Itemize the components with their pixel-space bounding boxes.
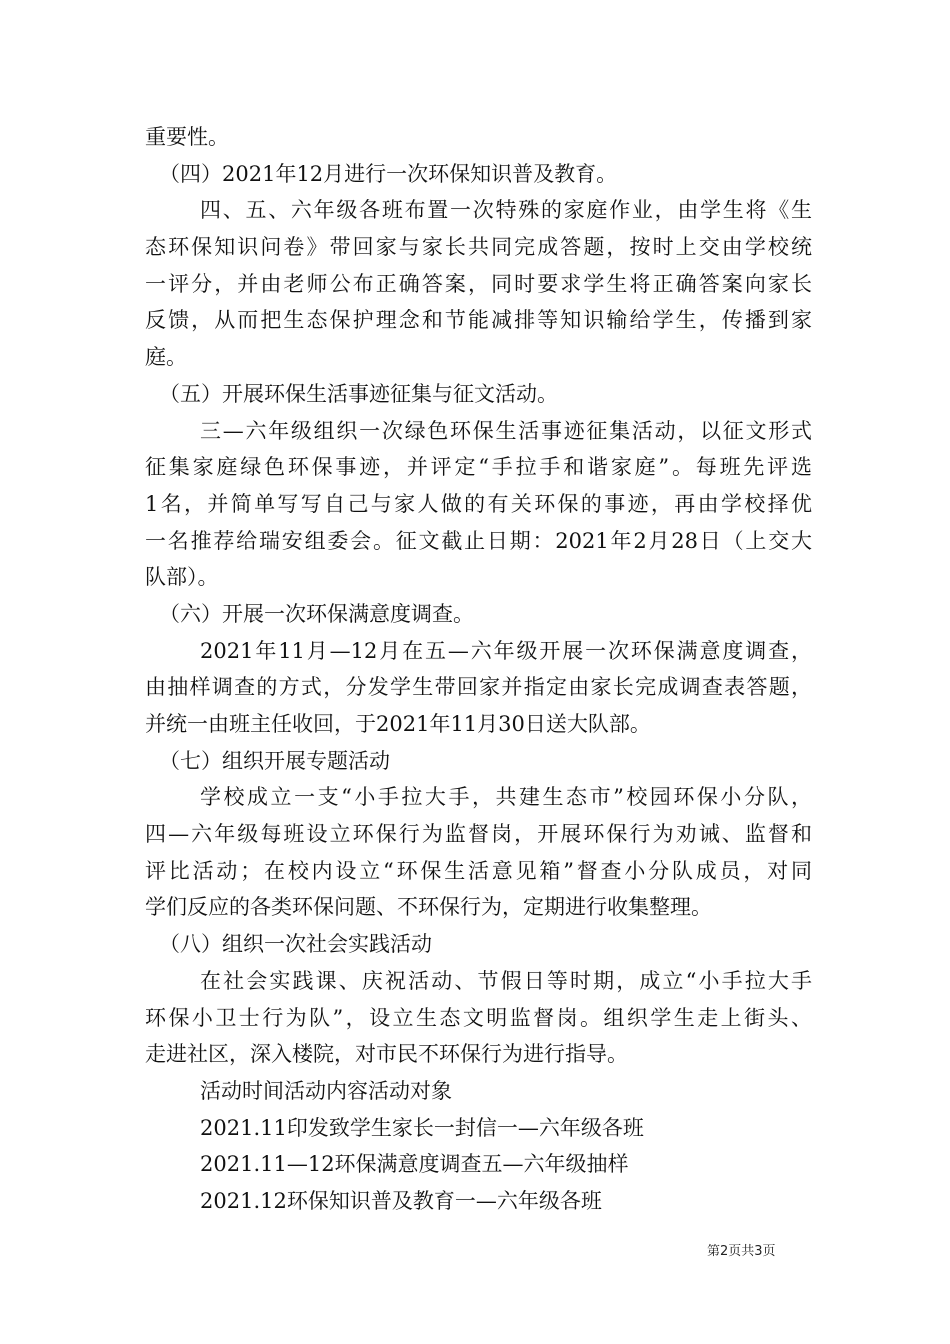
section-heading: （七）组织开展专题活动: [159, 748, 390, 773]
text-line: 四—六年级每班设立环保行为监督岗，开展环保行为劝诫、监督和: [145, 822, 812, 847]
text-line: 走进社区，深入楼院，对市民不环保行为进行指导。: [145, 1042, 628, 1067]
text-line: 庭。: [145, 345, 187, 370]
text-line: 一名推荐给瑞安组委会。征文截止日期：2021年2月28日（上交大: [145, 528, 812, 553]
text-line: 并统一由班主任收回，于2021年11月30日送大队部。: [145, 712, 651, 736]
text-line: 由抽样调查的方式，分发学生带回家并指定由家长完成调查表答题，: [145, 675, 812, 700]
text-line: 一评分，并由老师公布正确答案，同时要求学生将正确答案向家长: [145, 271, 812, 296]
text-line: 在社会实践课、庆祝活动、节假日等时期，成立“小手拉大手: [200, 968, 812, 993]
section-heading: （五）开展环保生活事迹征集与征文活动。: [159, 381, 558, 406]
text-line: 态环保知识问卷》带回家与家长共同完成答题，按时上交由学校统: [145, 235, 812, 260]
schedule-header: 活动时间活动内容活动对象: [200, 1078, 452, 1103]
section-heading: （六）开展一次环保满意度调查。: [159, 601, 474, 626]
section-heading: （八）组织一次社会实践活动: [159, 932, 432, 957]
text-line: 2021年11月—12月在五—六年级开展一次环保满意度调查，: [200, 638, 812, 663]
text-line: 环保小卫士行为队”，设立生态文明监督岗。组织学生走上街头、: [145, 1005, 812, 1030]
text-line: 学校成立一支“小手拉大手，共建生态市”校园环保小分队，: [200, 785, 812, 810]
document-body: [145, 119, 812, 1220]
text-line: 重要性。: [145, 125, 229, 149]
schedule-row: 2021.11印发致学生家长一封信一—六年级各班: [200, 1115, 644, 1140]
schedule-row: 2021.11—12环保满意度调查五—六年级抽样: [200, 1152, 629, 1177]
schedule-row: 2021.12环保知识普及教育一—六年级各班: [200, 1188, 602, 1213]
text-line: 三—六年级组织一次绿色环保生活事迹征集活动，以征文形式: [200, 418, 812, 443]
text-line: 队部）。: [145, 565, 219, 590]
text-line: 四、五、六年级各班布置一次特殊的家庭作业，由学生将《生: [200, 198, 812, 223]
text-line: 反馈，从而把生态保护理念和节能减排等知识输给学生，传播到家: [145, 308, 812, 333]
text-line: 学们反应的各类环保问题、不环保行为，定期进行收集整理。: [145, 895, 712, 920]
section-heading: （四）2021年12月进行一次环保知识普及教育。: [159, 161, 618, 186]
page-number: 第2页共3页: [707, 1244, 776, 1259]
text-line: 1名，并简单写写自己与家人做的有关环保的事迹，再由学校择优: [145, 491, 812, 516]
text-line: 评比活动；在校内设立“环保生活意见箱”督查小分队成员，对同: [145, 858, 812, 883]
text-line: 征集家庭绿色环保事迹，并评定“手拉手和谐家庭”。每班先评选: [145, 455, 812, 480]
